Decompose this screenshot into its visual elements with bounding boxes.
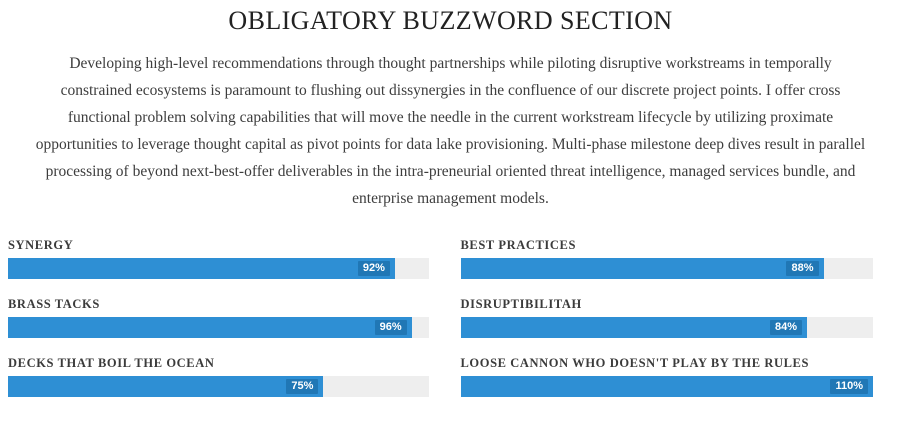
skill-bar-value: 96% [375,320,407,335]
skill-label: BRASS TACKS [8,297,100,311]
skill-item-synergy [0,238,451,279]
skill-bar-fill [8,317,412,338]
skill-item-loose-cannon [451,356,901,397]
skill-bar-value: 75% [286,379,318,394]
skill-item-disruptibilitah [451,297,901,338]
skill-bar-track [8,317,429,338]
skill-bar-value: 110% [830,379,868,394]
skill-bar-track [461,317,874,338]
skill-bar-value: 92% [358,261,390,276]
skill-label: LOOSE CANNON WHO DOESN'T PLAY BY THE RULES [460,356,810,370]
skill-bar-track [461,376,874,397]
skill-label: BEST PRACTICES [460,238,576,252]
skill-bar-fill [8,258,395,279]
skill-bar-value: 84% [770,320,802,335]
body-paragraph: Developing high-level recommendations through thought partnerships while piloting disruptive workstreams in temporally constrained ecosystems is paramount to flushing out dissynergies in the confluence of our discrete project points. I offer cross functional problem solving capabilities that will move the needle in the current workstream lifecycle by utilizing proximate opportunities to leverage thought capital as pivot points for data lake provisioning. Multi-phase milestone deep dives result in parallel processing of beyond next-best-offer deliverables in the intra-preneurial oriented threat intelligence, managed services bundle, and enterprise management models. [35,55,866,207]
skill-item-decks-that-boil-the-ocean [0,356,451,397]
skill-bar-fill [8,376,323,397]
skill-bar-track [8,258,429,279]
skill-item-best-practices [451,238,901,279]
skill-bars-list [0,238,901,415]
skill-bar-track [8,376,429,397]
skill-bar-fill [461,317,808,338]
skill-bar-value: 88% [786,261,818,276]
skill-label: SYNERGY [8,238,74,252]
skill-bar-track [461,258,874,279]
skill-bar-fill [461,258,824,279]
skill-item-brass-tacks [0,297,451,338]
skill-label: DECKS THAT BOIL THE OCEAN [8,356,215,370]
page-title: OBLIGATORY BUZZWORD SECTION [228,6,673,35]
skill-bar-fill [461,376,874,397]
skill-label: DISRUPTIBILITAH [460,297,582,311]
